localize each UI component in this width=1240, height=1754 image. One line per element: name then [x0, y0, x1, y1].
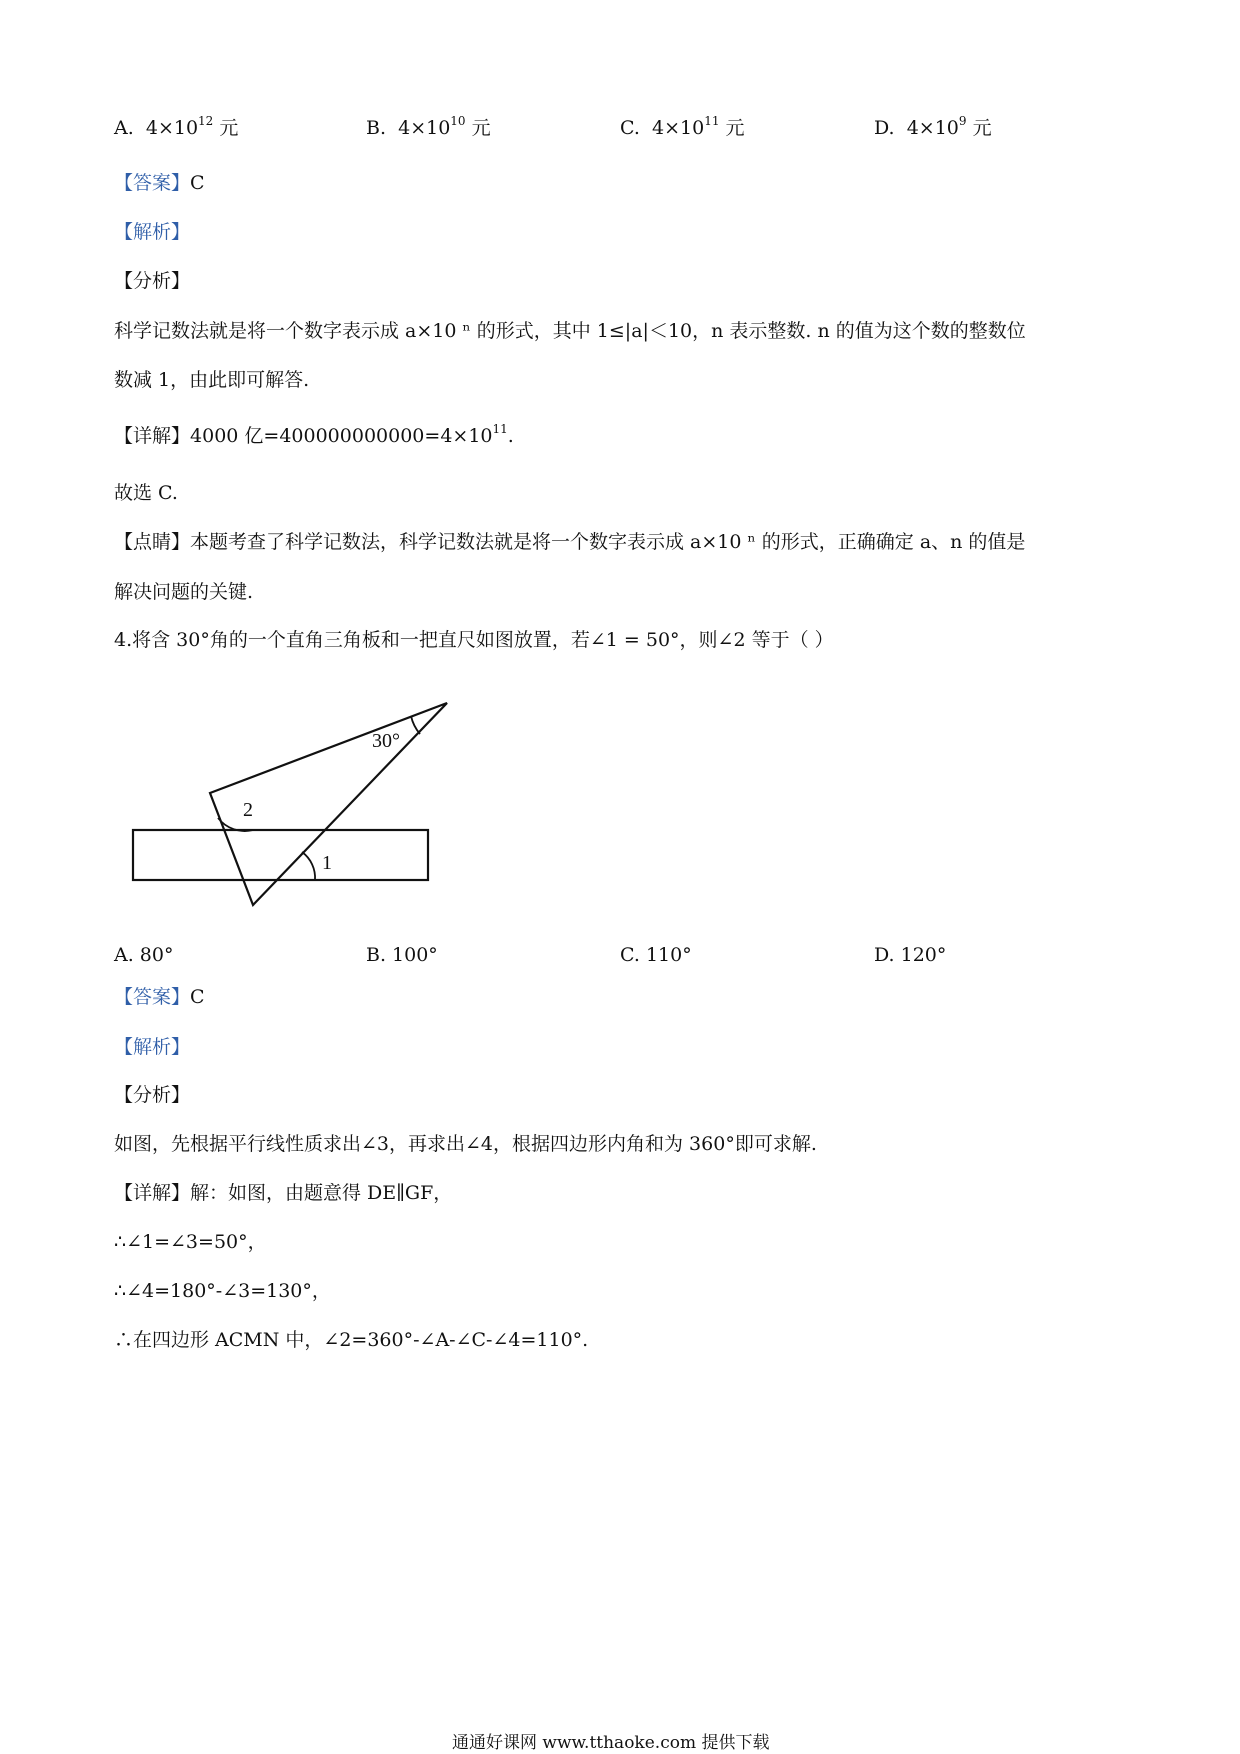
angle-2-label: 2: [243, 799, 253, 821]
ruler: [133, 830, 428, 880]
angle-30-label: 30°: [372, 730, 400, 752]
q4-analysis-tag: 【解析】: [114, 1036, 191, 1058]
angle-30-arc: [411, 716, 420, 734]
q3-comment-line1: 【点睛】本题考查了科学记数法，科学记数法就是将一个数字表示成 a×10 ⁿ 的形式，正确确定 a、n 的值是: [114, 531, 1026, 553]
answer-value: C: [190, 986, 205, 1008]
footer: 通通好课网 www.tthaoke.com 提供下载: [452, 1733, 770, 1753]
q4-option-c: C. 110°: [620, 944, 692, 966]
q3-comment-line2: 解决问题的关键.: [114, 581, 254, 603]
q4-fenxi-tag: 【分析】: [114, 1084, 191, 1106]
answer-tag: 【答案】: [114, 986, 191, 1008]
q4-step-1: ∴∠1=∠3=50°，: [114, 1231, 267, 1253]
q4-fenxi-text: 如图，先根据平行线性质求出∠3，再求出∠4，根据四边形内角和为 360°即可求解.: [114, 1133, 817, 1155]
q3-option-b: B. $4\times 10^{10}$ 元: [366, 114, 491, 139]
q4-answer: [114, 984, 205, 1010]
q4-step-3: ∴在四边形 ACMN 中，∠2=360°-∠A-∠C-∠4=110°.: [114, 1329, 589, 1351]
q4-detail: 【详解】解：如图，由题意得 DE∥GF，: [114, 1182, 453, 1204]
q3-conclusion: 故选 C.: [114, 482, 178, 504]
q3-option-d: D. $4\times 10^9$ 元: [874, 114, 992, 139]
angle-1-label: 1: [322, 852, 332, 874]
q3-analysis-tag: 【解析】: [114, 221, 191, 243]
answer-value: C: [190, 172, 205, 194]
answer-tag: 【答案】: [114, 172, 191, 194]
q4-option-d: D. 120°: [874, 944, 947, 966]
q3-option-a: A. $4\times 10^{12}$ 元: [114, 114, 239, 139]
q3-fenxi-line1: 科学记数法就是将一个数字表示成 a×10 ⁿ 的形式，其中 1≤|a|＜10，n 表示整数. n 的值为这个数的整数位: [114, 320, 1026, 342]
q4-option-a: A. 80°: [114, 944, 174, 966]
q3-option-c: C. $4\times 10^{11}$ 元: [620, 114, 745, 139]
q4-step-2: ∴∠4=180°-∠3=130°，: [114, 1280, 331, 1302]
q3-fenxi-line2: 数减 1，由此即可解答.: [114, 369, 310, 391]
q4-option-b: B. 100°: [366, 944, 438, 966]
q3-detail: 【详解】4000 亿$=400000000000=4\times 10^{11}$.: [114, 422, 514, 447]
q3-fenxi-tag: 【分析】: [114, 270, 191, 292]
q4-question: 4.将含 30°角的一个直角三角板和一把直尺如图放置，若∠1 = 50°，则∠2 等于（ ）: [114, 629, 834, 651]
angle-1-arc: [302, 852, 315, 880]
